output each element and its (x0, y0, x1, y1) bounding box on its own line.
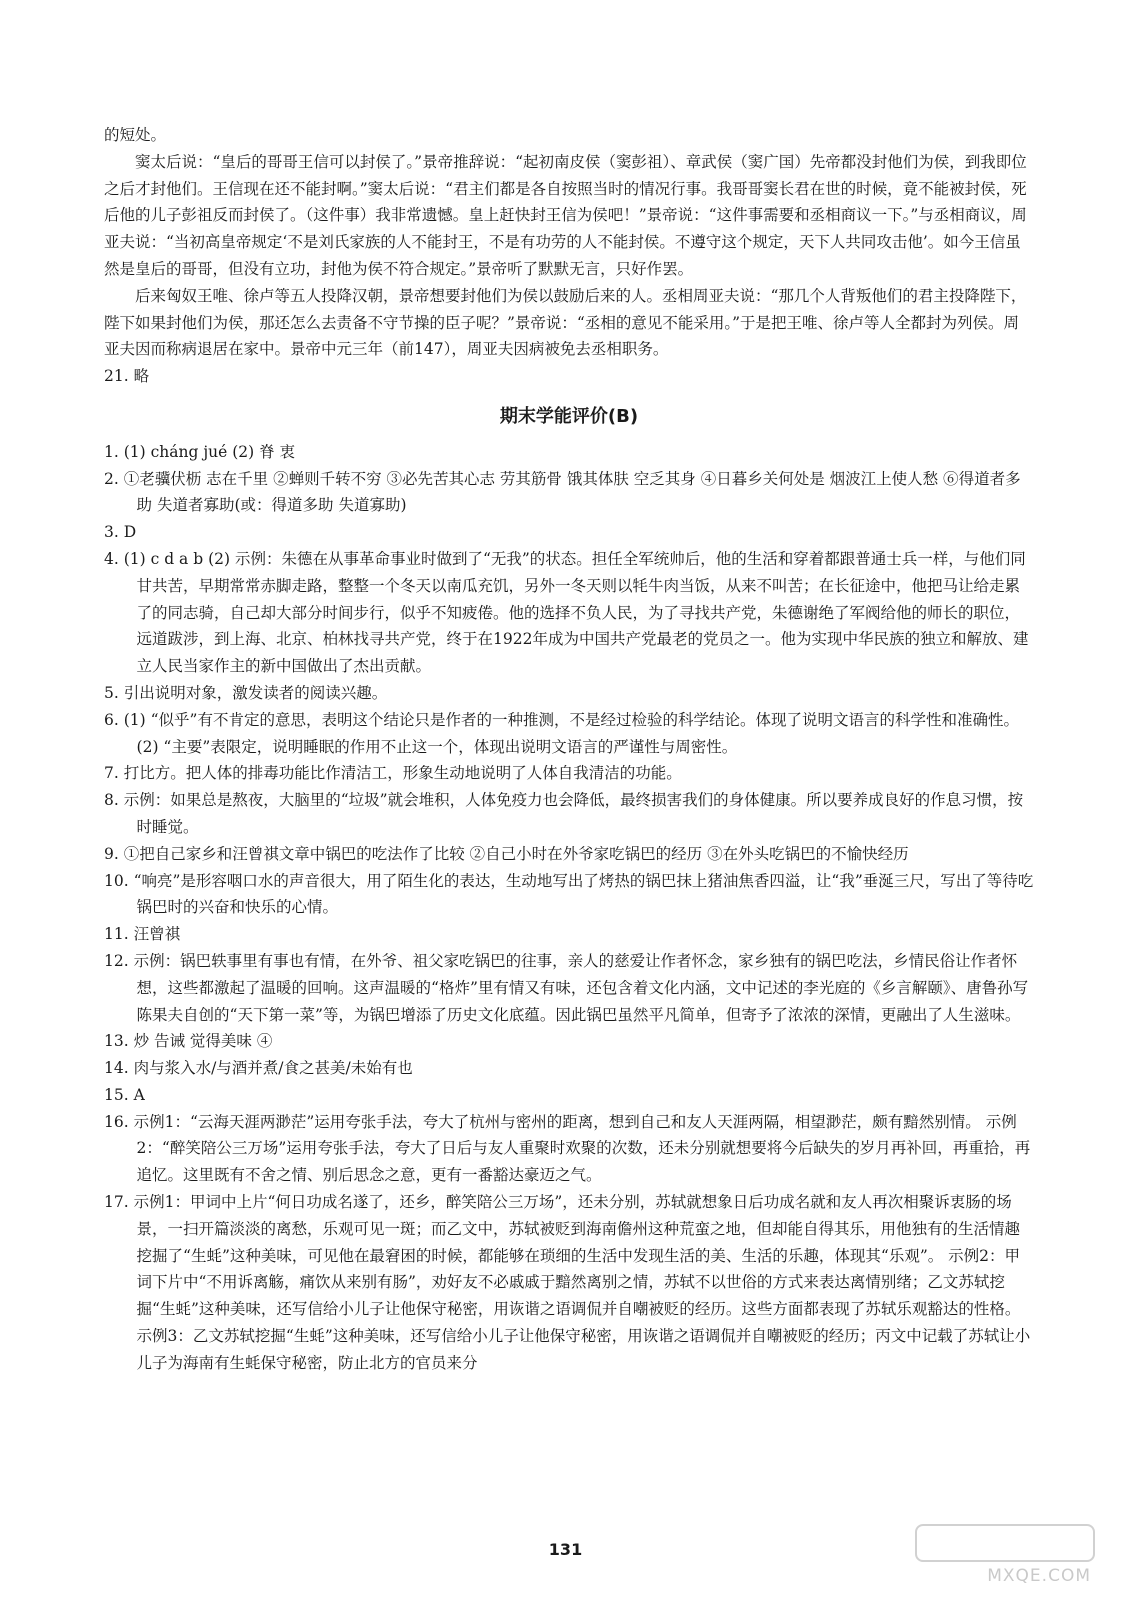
answer-item-16: 16. 示例1：“云海天涯两渺茫”运用夸张手法，夸大了杭州与密州的距离，想到自己和友人天涯两隔，相望渺茫，颇有黯然别情。 示例2：“醉笑陪公三万场”运用夸张手法，夸大了日后与友人重聚时欢聚的次数，还未分别就想要将今后缺失的岁月再补回，再重拾，再追忆。这里既有不舍之情、别后思念之意，更有一番豁达豪迈之气。 (104, 1112, 1031, 1185)
answer-item-12: 12. 示例：锅巴轶事里有事也有情，在外爷、祖父家吃锅巴的往事，亲人的慈爱让作者怀念，家乡独有的锅巴吃法，乡情民俗让作者怀想，这些都激起了温暖的回响。这声温暖的“格炸”里有情又有味，还包含着文化内涵，文中记述的李光庭的《乡言解颐》、唐鲁孙写陈果夫自创的“天下第一菜”等，为锅巴增添了历史文化底蕴。因此锅巴虽然平凡简单，但寄予了浓浓的深情，更融出了人生滋味。 (104, 951, 1029, 1024)
translation-paragraph: 后来匈奴王唯、徐卢等五人投降汉朝，景帝想要封他们为侯以鼓励后来的人。丞相周亚夫说：“那几个人背叛他们的君主投降陛下，陛下如果封他们为侯，那还怎么去责备不守节操的臣子呢？”景帝说：“丞相的意见不能采用。”于是把王唯、徐卢等人全都封为列侯。周亚夫因而称病退居在家中。景帝中元三年（前147），周亚夫因病被免去丞相职务。 (104, 286, 1027, 359)
answer-item-8: 8. 示例：如果总是熬夜，大脑里的“垃圾”就会堆积，人体免疫力也会降低，最终损害我们的身体健康。所以要养成良好的作息习惯，按时睡觉。 (104, 791, 1024, 836)
translation-paragraph: 窦太后说：“皇后的哥哥王信可以封侯了。”景帝推辞说：“起初南皮侯（窦彭祖）、章武侯（窦广国）先帝都没封他们为侯，到我即位之后才封他们。王信现在还不能封啊。”窦太后说：“君主们都是各自按照当时的情况行事。我哥哥窦长君在世的时候，竟不能被封侯，死后他的儿子彭祖反而封侯了。（这件事）我非常遗憾。皇上赶快封王信为侯吧！”景帝说：“这件事需要和丞相商议一下。”与丞相商议，周亚夫说：“当初高皇帝规定‘不是刘氏家族的人不能封王，不是有功劳的人不能封侯。不遵守这个规定，天下人共同攻击他’。如今王信虽然是皇后的哥哥，但没有立功，封他为侯不符合规定。”景帝听了默默无言，只好作罢。 (104, 152, 1027, 278)
site-watermark (915, 1524, 1095, 1586)
answer-item-4: 4. (1) c d a b (2) 示例：朱德在从事革命事业时做到了“无我”的状态。担任全军统帅后，他的生活和穿着都跟普通士兵一样，与他们同甘共苦，早期常常赤脚走路，整整一个冬天以南瓜充饥，另外一冬天则以牦牛肉当饭，从来不叫苦；在长征途中，他把马让给走累了的同志骑，自己却大部分时间步行，似乎不知疲倦。他的选择不负人民，为了寻找共产党，朱德谢绝了军阀给他的师长的职位，远道跋涉，到上海、北京、柏林找寻共产党，终于在1922年成为中国共产党最老的党员之一。他为实现中华民族的独立和解放、建立人民当家作主的新中国做出了杰出贡献。 (104, 549, 1029, 676)
answer-item-11: 11. 汪曾祺 (104, 925, 181, 944)
answer-item-2: 2. ①老骥伏枥 志在千里 ②蝉则千转不穷 ③必先苦其心志 劳其筋骨 饿其体肤 空乏其身 ④日暮乡关何处是 烟波江上使人愁 ⑥得道者多助 失道者寡助(或：得道多助 失道寡助) (104, 469, 1021, 515)
answer-item-15: 15. A (104, 1085, 145, 1104)
answer-item-21: 21. 略 (104, 367, 150, 386)
answer-item-9: 9. ①把自己家乡和汪曾祺文章中锅巴的吃法作了比较 ②自己小时在外爷家吃锅巴的经历 ③在外头吃锅巴的不愉快经历 (104, 844, 909, 863)
answer-item-5: 5. 引出说明对象，激发读者的阅读兴趣。 (104, 683, 388, 702)
section-title: 期末学能评价(B) (499, 405, 639, 427)
watermark-logo-icon (915, 1524, 1095, 1562)
answer-content (104, 122, 1034, 1377)
answer-item-14: 14. 肉与浆入水/与酒并煮/食之甚美/未始有也 (104, 1059, 413, 1078)
continuation-line: 的短处。 (104, 126, 167, 144)
page-number: 131 (548, 1540, 583, 1559)
watermark-text: MXQE.COM (987, 1566, 1091, 1586)
answer-item-17: 17. 示例1：甲词中上片“何日功成名遂了，还乡，醉笑陪公三万场”，还未分别，苏轼就想象日后功成名就和友人再次相聚诉衷肠的场景，一扫开篇淡淡的离愁，乐观可见一斑；而乙文中，苏轼被贬到海南儋州这种荒蛮之地，但却能自得其乐，用他独有的生活情趣挖掘了“生蚝”这种美味，可见他在最窘困的时候，都能够在琐细的生活中发现生活的美、生活的乐趣，体现其“乐观”。 示例2：甲词下片中“不用诉离觞，痛饮从来别有肠”，劝好友不必戚戚于黯然离别之情，苏轼不以世俗的方式来表达离情别绪；乙文苏轼挖掘“生蚝”这种美味，还写信给小儿子让他保守秘密，用诙谐之语调侃并自嘲被贬的经历。这些方面都表现了苏轼乐观豁达的性格。 示例3：乙文苏轼挖掘“生蚝”这种美味，还写信给小儿子让他保守秘密，用诙谐之语调侃并自嘲被贬的经历；丙文中记载了苏轼让小儿子为海南有生蚝保守秘密，防止北方的官员来分 (104, 1193, 1031, 1372)
answer-item-13: 13. 炒 告诫 觉得美味 ④ (104, 1032, 273, 1051)
answer-item-10: 10. “响亮”是形容咽口水的声音很大，用了陌生化的表达，生动地写出了烤热的锅巴抹上猪油焦香四溢，让“我”垂涎三尺，写出了等待吃锅巴时的兴奋和快乐的心情。 (104, 871, 1034, 917)
answer-item-1: 1. (1) cháng jué (2) 脊 衷 (104, 442, 296, 461)
answer-item-3: 3. D (104, 523, 137, 542)
answer-item-6: 6. (1) “似乎”有不肯定的意思，表明这个结论只是作者的一种推测，不是经过检验的科学结论。体现了说明文语言的科学性和准确性。 (2) “主要”表限定，说明睡眠的作用不止这一个，体现出说明文语言的严谨性与周密性。 (104, 710, 1019, 756)
answer-item-7: 7. 打比方。把人体的排毒功能比作清洁工，形象生动地说明了人体自我清洁的功能。 (104, 764, 682, 783)
